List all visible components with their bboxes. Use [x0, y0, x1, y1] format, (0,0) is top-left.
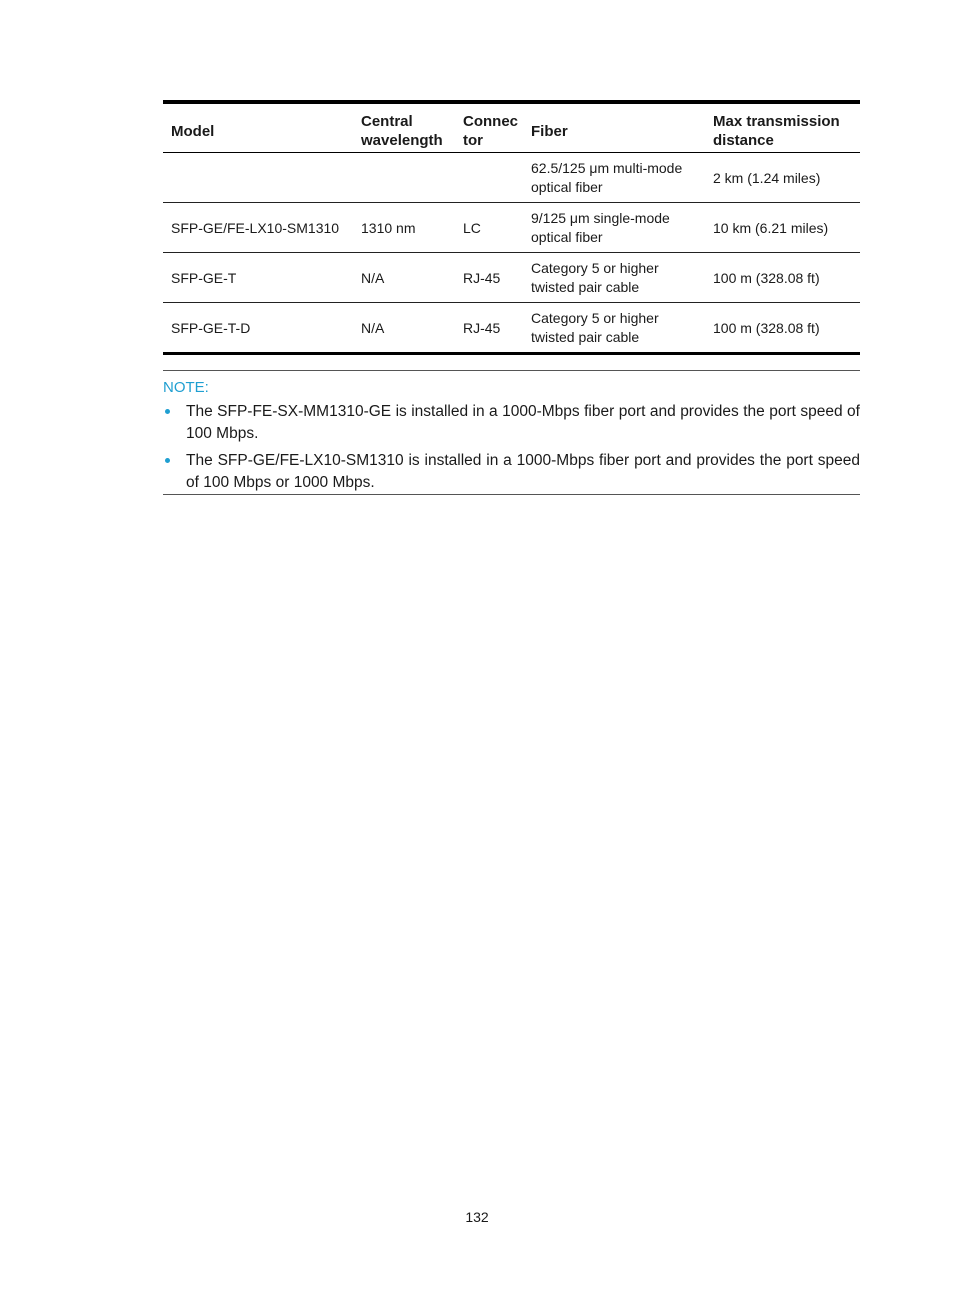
list-item [163, 450, 860, 494]
cell-connector [455, 153, 523, 203]
cell-fiber: Category 5 or higher twisted pair cable [523, 253, 705, 303]
cell-wavelength [353, 153, 455, 203]
cell-distance: 10 km (6.21 miles) [705, 203, 860, 253]
note-text: The SFP-GE/FE-LX10-SM1310 is installed in a 1000-Mbps fiber port and provides the port speed of 100 Mbps or 1000 Mbps. [186, 452, 860, 491]
header-central-wavelength: Central wavelength [353, 102, 455, 153]
document-page [163, 100, 860, 495]
cell-connector: RJ-45 [455, 253, 523, 303]
header-connector: Connec tor [455, 102, 523, 153]
cell-connector: RJ-45 [463, 319, 501, 336]
cell-fiber: 62.5/125 μm multi-mode optical fiber [523, 153, 705, 203]
cell-fiber: 9/125 μm single-mode optical fiber [523, 203, 705, 253]
cell-model: SFP-GE-T [163, 253, 353, 303]
header-fiber: Fiber [523, 102, 705, 153]
cell-distance: 100 m (328.08 ft) [705, 253, 860, 303]
cell-model [163, 153, 353, 203]
table-header-row [163, 102, 860, 153]
header-max-distance: Max transmission distance [705, 102, 860, 153]
bullet-icon [165, 458, 170, 463]
note-list [163, 401, 860, 494]
note-box [163, 370, 860, 495]
cell-model: SFP-GE-T-D [171, 319, 251, 336]
cell-distance: 2 km (1.24 miles) [705, 153, 860, 203]
cell-wavelength: N/A [353, 253, 455, 303]
bullet-icon [165, 409, 170, 414]
table-row [163, 253, 860, 303]
table-row [163, 203, 860, 253]
cell-wavelength: 1310 nm [353, 203, 455, 253]
cell-distance: 100 m (328.08 ft) [713, 319, 820, 336]
header-model: Model [163, 102, 353, 153]
note-text: The SFP-FE-SX-MM1310-GE is installed in a 1000-Mbps fiber port and provides the port speed of 100 Mbps. [186, 403, 860, 442]
note-title: NOTE: [163, 379, 209, 396]
list-item [163, 401, 860, 445]
cell-connector: LC [455, 203, 523, 253]
cell-wavelength: N/A [361, 319, 385, 336]
transceiver-spec-table [163, 100, 860, 355]
table-row [163, 153, 860, 203]
cell-model: SFP-GE/FE-LX10-SM1310 [163, 203, 353, 253]
table-row [163, 303, 860, 354]
page-number: 132 [465, 1209, 489, 1225]
cell-fiber: Category 5 or higher twisted pair cable [531, 310, 659, 345]
